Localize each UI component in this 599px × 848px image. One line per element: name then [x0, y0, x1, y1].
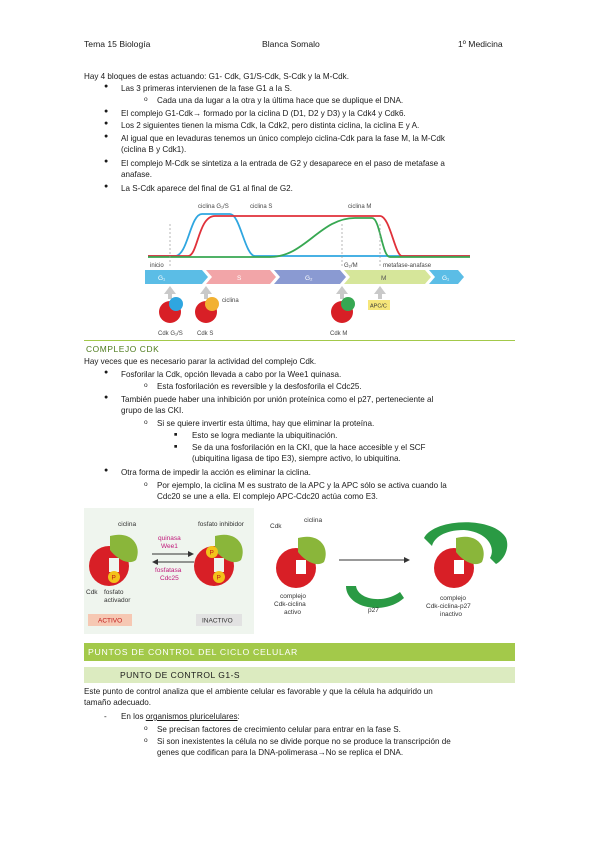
intro-bullet-6: La S-Cdk aparece del final de G1 al final de G2.	[121, 184, 293, 193]
dash-bullet: -	[104, 712, 107, 721]
complejo-bullet-3-sub-line-1: Por ejemplo, la ciclina M es sustrato de la APC y la APC sólo se activa cuando la	[157, 481, 447, 490]
label-cdk-2: Cdk	[270, 523, 282, 530]
label-cdk-s: Cdk S	[197, 331, 214, 337]
bullet-dot: ●	[104, 120, 109, 127]
arrow-up-icon	[336, 286, 348, 299]
phase-label-g1-next: G₁	[442, 275, 450, 282]
svg-text:P: P	[209, 549, 214, 557]
label-complejo-activo-1: complejo	[280, 593, 307, 600]
section-rule	[84, 340, 515, 341]
complejo-bullet-1: Fosforilar la Cdk, opción llevada a cabo por la Wee1 quinasa.	[121, 370, 342, 379]
bullet-dot: ●	[104, 369, 109, 376]
label-cyclin-g1s: ciclina G₁/S	[198, 204, 229, 210]
complejo-bullet-1-sub: Esta fosforilación es reversible y la desfosforila el Cdc25.	[157, 382, 362, 391]
arrow-up-icon	[200, 286, 212, 299]
svg-text:P: P	[216, 574, 221, 582]
subsection-band-g1s: PUNTO DE CONTROL G1-S	[84, 667, 515, 683]
intro-bullet-1: Las 3 primeras intervienen de la fase G1 a la S.	[121, 84, 292, 93]
label-cdc25: Cdc25	[160, 575, 179, 582]
bullet-dot: ●	[104, 83, 109, 90]
puntos-sub-2-line-2: genes que codifican para la DNA-polimerasa→No se replica el DNA.	[157, 748, 404, 757]
complejo-bullet-3-sub-line-2: Cdc20 se une a ella. El complejo APC-Cdc20 actúa como E3.	[157, 492, 378, 501]
label-complejo-activo-2: Cdk-ciclina	[274, 601, 306, 608]
bullet-dot: ●	[104, 108, 109, 115]
complejo-bullet-2-line-2: grupo de las CKI.	[121, 406, 184, 415]
header-left: Tema 15 Biología	[84, 39, 151, 49]
puntos-sub-1: Se precisan factores de crecimiento celular para entrar en la fase S.	[157, 725, 401, 734]
label-fosfato: fosfato	[104, 589, 124, 596]
section-band-puntos-control: PUNTOS DE CONTROL DEL CICLO CELULAR	[84, 643, 515, 661]
cdk-s-complex-icon	[195, 297, 219, 323]
label-apcc: APC/C	[370, 303, 387, 310]
phase-label-s: S	[237, 275, 242, 282]
label-quinasa: quinasa	[158, 535, 181, 542]
phase-label-g1: G₁	[158, 275, 166, 282]
complejo-bullet-2-square-2-line-2: (ubiquitina ligasa de tipo E3), siempre activo, lo ubiquitina.	[192, 454, 401, 463]
puntos-sub-2-line-1: Si son inexistentes la célula no se divide porque no se produce la transcripción de	[157, 737, 451, 746]
complejo-bullet-2-sub: Si se quiere invertir esta última, hay que eliminar la proteína.	[157, 419, 375, 428]
phase-label-m: M	[381, 275, 387, 282]
label-inicio: inicio	[150, 263, 164, 269]
section-title-complejo: COMPLEJO CDK	[86, 344, 160, 354]
intro-bullet-5-line-1: El complejo M-Cdk se sintetiza a la entrada de G2 y desaparece en el paso de metafase a	[121, 159, 445, 168]
label-cyclin-m: ciclina M	[348, 204, 372, 210]
cyclin-m-curve	[148, 218, 470, 257]
label-cdk-m: Cdk M	[330, 331, 348, 337]
label-complejo-activo-3: activo	[284, 609, 301, 616]
phase-g1	[145, 270, 208, 284]
bullet-circle: o	[144, 725, 148, 732]
phase-m	[344, 270, 431, 284]
complejo-bullet-3: Otra forma de impedir la acción es eliminar la ciclina.	[121, 468, 311, 477]
label-ciclina-2: ciclina	[304, 517, 323, 524]
label-ciclina-1: ciclina	[118, 521, 137, 528]
label-metaana: metafase-anafase	[383, 263, 432, 269]
bullet-dot: ●	[104, 183, 109, 190]
label-complejo-inactivo-2: Cdk-ciclina-p27	[426, 603, 471, 610]
label-complejo-inactivo-3: inactivo	[440, 611, 463, 618]
intro-bullet-5-line-2: anafase.	[121, 170, 153, 179]
bullet-circle: o	[144, 96, 148, 103]
cdk-g1s-complex-icon	[159, 297, 183, 323]
dash-item-suffix: :	[237, 712, 240, 721]
header-right: 1º Medicina	[458, 39, 503, 49]
arrow-up-icon	[164, 286, 176, 299]
label-fosfato-inhibidor: fosfato inhibidor	[198, 521, 244, 528]
label-cyclin-s: ciclina S	[250, 204, 273, 210]
label-activo: ACTIVO	[98, 617, 123, 625]
bullet-circle: o	[144, 481, 148, 488]
bullet-dot: ●	[104, 158, 109, 165]
bullet-circle: o	[144, 419, 148, 426]
label-complejo-inactivo-1: complejo	[440, 595, 467, 602]
svg-text:P: P	[111, 574, 116, 582]
bullet-square: ■	[174, 432, 178, 438]
cdk-regulation-figure	[84, 508, 515, 634]
intro-bullet-4-line-1: Al igual que en levaduras tenemos un único complejo ciclina-Cdk para la fase M, la M-Cdk	[121, 134, 445, 143]
puntos-paragraph-line-2: tamaño adecuado.	[84, 698, 152, 707]
label-ciclina: ciclina	[222, 298, 239, 304]
label-cdk-g1s: Cdk G₁/S	[158, 331, 183, 337]
complejo-bullet-2-line-1: También puede haber una inhibición por unión proteínica como el p27, perteneciente al	[121, 395, 434, 404]
complejo-bullet-2-square-1: Esto se logra mediante la ubiquitinación.	[192, 431, 338, 440]
bullet-square: ■	[174, 444, 178, 450]
label-fosfatasa: fosfatasa	[155, 567, 182, 574]
cyclin-cycle-figure	[140, 196, 480, 342]
label-p27: p27	[368, 607, 379, 614]
cdk-m-complex-icon	[331, 297, 355, 323]
label-g2m: G₂/M	[344, 263, 358, 269]
complejo-paragraph: Hay veces que es necesario parar la actividad del complejo Cdk.	[84, 357, 317, 366]
intro-paragraph: Hay 4 bloques de estas actuando: G1- Cdk, G1/S-Cdk, S-Cdk y la M-Cdk.	[84, 72, 349, 81]
label-inactivo: INACTIVO	[202, 617, 233, 625]
puntos-dash-item	[121, 711, 240, 722]
arrow-up-icon	[374, 286, 386, 299]
header-center: Blanca Somalo	[262, 39, 320, 49]
bullet-circle: o	[144, 737, 148, 744]
intro-bullet-1-sub: Cada una da lugar a la otra y la última hace que se duplique el DNA.	[157, 96, 404, 105]
dash-item-underlined: organismos pluricelulares	[145, 712, 238, 721]
intro-bullet-2: El complejo G1-Cdk→ formado por la ciclina D (D1, D2 y D3) y la Cdk4 y Cdk6.	[121, 109, 406, 118]
label-activador: activador	[104, 597, 131, 604]
puntos-paragraph-line-1: Este punto de control analiza que el ambiente celular es favorable y que la célula ha adquirido un	[84, 687, 433, 696]
cyclin-s-curve	[148, 216, 470, 256]
bullet-dot: ●	[104, 467, 109, 474]
intro-bullet-4-line-2: (ciclina B y Cdk1).	[121, 145, 187, 154]
bullet-circle: o	[144, 382, 148, 389]
dash-item-prefix: En los	[121, 712, 146, 721]
cyclin-g1s-curve	[148, 214, 470, 256]
label-wee1: Wee1	[161, 543, 178, 550]
bullet-dot: ●	[104, 133, 109, 140]
phase-label-g2: G₂	[305, 275, 313, 282]
label-cdk-1: Cdk	[86, 589, 98, 596]
intro-bullet-3: Los 2 siguientes tienen la misma Cdk, la Cdk2, pero distinta ciclina, la ciclina E y A.	[121, 121, 420, 130]
bullet-dot: ●	[104, 394, 109, 401]
complejo-bullet-2-square-2-line-1: Se da una fosforilación en la CKI, que la hace accesible y el SCF	[192, 443, 426, 452]
